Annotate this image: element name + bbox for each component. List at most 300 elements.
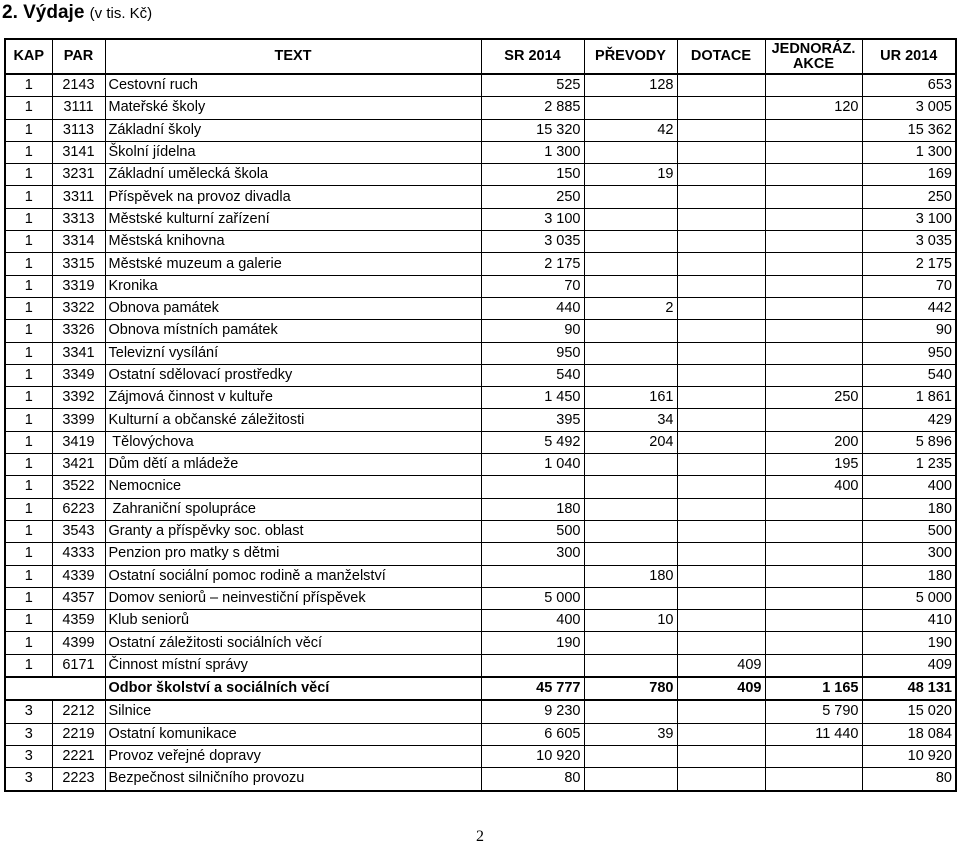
cell-par: 3392 [52, 387, 105, 409]
cell-ur-2014: 5 896 [862, 431, 956, 453]
section-title: 2. Výdaje [2, 2, 85, 23]
cell-ur-2014: 70 [862, 275, 956, 297]
cell-dotace [677, 253, 765, 275]
cell-kap: 3 [5, 723, 52, 745]
cell-jednoraz-akce [765, 186, 862, 208]
cell-sr-2014: 80 [481, 768, 584, 791]
cell-dotace [677, 498, 765, 520]
total-sr-2014: 45 777 [481, 677, 584, 700]
cell-ur-2014: 10 920 [862, 745, 956, 767]
cell-text: Městská knihovna [105, 231, 481, 253]
cell-sr-2014: 10 920 [481, 745, 584, 767]
table-row [5, 97, 956, 119]
cell-jednoraz-akce: 200 [765, 431, 862, 453]
table-row [5, 231, 956, 253]
cell-par: 3314 [52, 231, 105, 253]
table-row [5, 342, 956, 364]
cell-ur-2014: 180 [862, 565, 956, 587]
cell-prevody: 204 [584, 431, 677, 453]
total-row [5, 677, 956, 700]
table-row [5, 543, 956, 565]
cell-kap: 1 [5, 186, 52, 208]
cell-kap: 1 [5, 520, 52, 542]
cell-ur-2014: 409 [862, 654, 956, 677]
cell-jednoraz-akce: 11 440 [765, 723, 862, 745]
table-row [5, 700, 956, 723]
cell-text: Domov seniorů – neinvestiční příspěvek [105, 587, 481, 609]
cell-ur-2014: 2 175 [862, 253, 956, 275]
table-row [5, 275, 956, 297]
cell-par: 3322 [52, 297, 105, 319]
cell-ur-2014: 15 020 [862, 700, 956, 723]
cell-kap: 1 [5, 476, 52, 498]
cell-dotace [677, 723, 765, 745]
cell-prevody [584, 97, 677, 119]
cell-ur-2014: 540 [862, 364, 956, 386]
cell-par: 3543 [52, 520, 105, 542]
cell-par: 3231 [52, 164, 105, 186]
cell-prevody: 42 [584, 119, 677, 141]
cell-sr-2014: 6 605 [481, 723, 584, 745]
table-row [5, 387, 956, 409]
cell-jednoraz-akce [765, 119, 862, 141]
cell-ur-2014: 80 [862, 768, 956, 791]
cell-par: 3421 [52, 454, 105, 476]
cell-par: 3419 [52, 431, 105, 453]
cell-jednoraz-akce [765, 654, 862, 677]
table-row [5, 74, 956, 97]
cell-par: 2143 [52, 74, 105, 97]
cell-prevody [584, 320, 677, 342]
cell-dotace [677, 700, 765, 723]
table-row [5, 768, 956, 791]
cell-par: 2223 [52, 768, 105, 791]
cell-ur-2014: 5 000 [862, 587, 956, 609]
cell-text: Ostatní sdělovací prostředky [105, 364, 481, 386]
table-row [5, 297, 956, 319]
cell-jednoraz-akce: 5 790 [765, 700, 862, 723]
cell-kap: 3 [5, 768, 52, 791]
cell-kap: 1 [5, 387, 52, 409]
cell-dotace [677, 119, 765, 141]
cell-par: 3341 [52, 342, 105, 364]
cell-sr-2014: 1 450 [481, 387, 584, 409]
cell-jednoraz-akce [765, 275, 862, 297]
total-ur-2014: 48 131 [862, 677, 956, 700]
cell-kap: 1 [5, 454, 52, 476]
cell-prevody: 2 [584, 297, 677, 319]
cell-prevody [584, 186, 677, 208]
cell-jednoraz-akce [765, 141, 862, 163]
cell-text: Obnova památek [105, 297, 481, 319]
cell-text: Mateřské školy [105, 97, 481, 119]
cell-par: 3326 [52, 320, 105, 342]
cell-prevody [584, 632, 677, 654]
cell-kap: 1 [5, 119, 52, 141]
cell-text: Zahraniční spolupráce [105, 498, 481, 520]
section-heading [2, 1, 152, 26]
table-row [5, 610, 956, 632]
cell-dotace [677, 454, 765, 476]
cell-kap: 1 [5, 74, 52, 97]
total-dotace: 409 [677, 677, 765, 700]
table-body [5, 74, 956, 791]
cell-text: Základní školy [105, 119, 481, 141]
cell-dotace [677, 231, 765, 253]
cell-dotace [677, 610, 765, 632]
cell-text: Silnice [105, 700, 481, 723]
cell-prevody [584, 253, 677, 275]
cell-sr-2014: 1 300 [481, 141, 584, 163]
cell-prevody [584, 768, 677, 791]
cell-ur-2014: 18 084 [862, 723, 956, 745]
total-jednoraz-akce: 1 165 [765, 677, 862, 700]
cell-par: 3111 [52, 97, 105, 119]
cell-jednoraz-akce [765, 768, 862, 791]
cell-ur-2014: 250 [862, 186, 956, 208]
cell-dotace [677, 409, 765, 431]
cell-dotace [677, 476, 765, 498]
cell-prevody [584, 498, 677, 520]
cell-par: 2221 [52, 745, 105, 767]
cell-ur-2014: 1 235 [862, 454, 956, 476]
page-number: 2 [476, 828, 484, 845]
cell-dotace [677, 565, 765, 587]
cell-prevody [584, 587, 677, 609]
cell-sr-2014: 2 175 [481, 253, 584, 275]
cell-dotace [677, 297, 765, 319]
cell-dotace [677, 186, 765, 208]
table-header-row [5, 39, 956, 74]
cell-sr-2014: 15 320 [481, 119, 584, 141]
cell-ur-2014: 500 [862, 520, 956, 542]
cell-par: 4399 [52, 632, 105, 654]
cell-kap: 1 [5, 164, 52, 186]
cell-prevody [584, 141, 677, 163]
cell-sr-2014: 5 000 [481, 587, 584, 609]
cell-ur-2014: 15 362 [862, 119, 956, 141]
table-row [5, 498, 956, 520]
table-row [5, 409, 956, 431]
cell-kap: 1 [5, 275, 52, 297]
cell-jednoraz-akce [765, 208, 862, 230]
cell-kap: 1 [5, 231, 52, 253]
cell-dotace [677, 632, 765, 654]
cell-ur-2014: 950 [862, 342, 956, 364]
cell-ur-2014: 169 [862, 164, 956, 186]
cell-ur-2014: 90 [862, 320, 956, 342]
cell-dotace [677, 768, 765, 791]
cell-kap: 1 [5, 498, 52, 520]
header-text: TEXT [105, 39, 481, 74]
cell-dotace [677, 543, 765, 565]
cell-par: 6171 [52, 654, 105, 677]
cell-prevody: 180 [584, 565, 677, 587]
header-dotace: DOTACE [677, 39, 765, 74]
header-jednoraz-line2: AKCE [792, 55, 835, 72]
cell-jednoraz-akce [765, 74, 862, 97]
cell-ur-2014: 1 300 [862, 141, 956, 163]
cell-sr-2014: 180 [481, 498, 584, 520]
cell-kap: 1 [5, 543, 52, 565]
cell-dotace [677, 208, 765, 230]
cell-kap: 1 [5, 587, 52, 609]
cell-jednoraz-akce [765, 745, 862, 767]
cell-dotace [677, 141, 765, 163]
cell-ur-2014: 400 [862, 476, 956, 498]
cell-sr-2014 [481, 654, 584, 677]
cell-sr-2014: 9 230 [481, 700, 584, 723]
cell-text: Dům dětí a mládeže [105, 454, 481, 476]
cell-kap: 1 [5, 342, 52, 364]
table-row [5, 320, 956, 342]
cell-prevody: 39 [584, 723, 677, 745]
header-ur-2014: UR 2014 [862, 39, 956, 74]
cell-text: Základní umělecká škola [105, 164, 481, 186]
table-row [5, 364, 956, 386]
cell-text: Granty a příspěvky soc. oblast [105, 520, 481, 542]
cell-par: 4357 [52, 587, 105, 609]
cell-par: 3522 [52, 476, 105, 498]
cell-dotace [677, 587, 765, 609]
cell-sr-2014: 3 100 [481, 208, 584, 230]
cell-kap: 1 [5, 320, 52, 342]
cell-dotace [677, 387, 765, 409]
cell-prevody [584, 364, 677, 386]
cell-par: 4339 [52, 565, 105, 587]
header-kap: KAP [5, 39, 52, 74]
cell-prevody [584, 342, 677, 364]
cell-text: Klub seniorů [105, 610, 481, 632]
total-label: Odbor školství a sociálních věcí [105, 677, 481, 700]
cell-sr-2014: 1 040 [481, 454, 584, 476]
cell-par: 3399 [52, 409, 105, 431]
cell-text: Penzion pro matky s dětmi [105, 543, 481, 565]
cell-sr-2014: 70 [481, 275, 584, 297]
cell-ur-2014: 653 [862, 74, 956, 97]
cell-sr-2014: 150 [481, 164, 584, 186]
cell-prevody [584, 700, 677, 723]
cell-text: Kulturní a občanské záležitosti [105, 409, 481, 431]
cell-text: Zájmová činnost v kultuře [105, 387, 481, 409]
cell-text: Příspěvek na provoz divadla [105, 186, 481, 208]
cell-ur-2014: 300 [862, 543, 956, 565]
cell-kap: 1 [5, 632, 52, 654]
cell-prevody [584, 275, 677, 297]
cell-prevody [584, 543, 677, 565]
cell-prevody [584, 654, 677, 677]
table-row [5, 431, 956, 453]
cell-kap: 3 [5, 745, 52, 767]
cell-prevody: 128 [584, 74, 677, 97]
cell-text: Městské kulturní zařízení [105, 208, 481, 230]
cell-sr-2014: 395 [481, 409, 584, 431]
cell-par: 3141 [52, 141, 105, 163]
cell-dotace [677, 74, 765, 97]
cell-jednoraz-akce: 120 [765, 97, 862, 119]
cell-par: 3311 [52, 186, 105, 208]
cell-dotace [677, 745, 765, 767]
cell-dotace [677, 320, 765, 342]
cell-par: 3315 [52, 253, 105, 275]
cell-kap: 1 [5, 610, 52, 632]
cell-ur-2014: 190 [862, 632, 956, 654]
cell-kap: 1 [5, 431, 52, 453]
cell-text: Školní jídelna [105, 141, 481, 163]
table-row [5, 454, 956, 476]
cell-prevody: 19 [584, 164, 677, 186]
cell-ur-2014: 410 [862, 610, 956, 632]
table-row [5, 723, 956, 745]
cell-sr-2014 [481, 565, 584, 587]
cell-jednoraz-akce [765, 231, 862, 253]
cell-sr-2014: 3 035 [481, 231, 584, 253]
cell-dotace [677, 275, 765, 297]
table-row [5, 253, 956, 275]
cell-dotace: 409 [677, 654, 765, 677]
cell-ur-2014: 3 035 [862, 231, 956, 253]
cell-jednoraz-akce [765, 498, 862, 520]
cell-text: Obnova místních památek [105, 320, 481, 342]
table-row [5, 654, 956, 677]
cell-jednoraz-akce: 400 [765, 476, 862, 498]
section-unit-note: (v tis. Kč) [89, 5, 153, 22]
cell-prevody [584, 208, 677, 230]
cell-sr-2014: 190 [481, 632, 584, 654]
cell-prevody: 161 [584, 387, 677, 409]
cell-kap: 1 [5, 565, 52, 587]
cell-par: 3319 [52, 275, 105, 297]
header-jednoraz-line1: JEDNORÁZ. [771, 40, 856, 57]
cell-text: Městské muzeum a galerie [105, 253, 481, 275]
cell-prevody: 10 [584, 610, 677, 632]
cell-prevody [584, 745, 677, 767]
cell-prevody [584, 454, 677, 476]
cell-jednoraz-akce [765, 253, 862, 275]
cell-ur-2014: 3 005 [862, 97, 956, 119]
cell-text: Činnost místní správy [105, 654, 481, 677]
cell-sr-2014: 5 492 [481, 431, 584, 453]
cell-jednoraz-akce [765, 342, 862, 364]
cell-par: 3349 [52, 364, 105, 386]
cell-jednoraz-akce [765, 164, 862, 186]
table-row [5, 186, 956, 208]
header-jednoraz-akce [765, 39, 862, 74]
table-row [5, 141, 956, 163]
cell-sr-2014: 950 [481, 342, 584, 364]
cell-ur-2014: 3 100 [862, 208, 956, 230]
cell-par: 2219 [52, 723, 105, 745]
table-row [5, 119, 956, 141]
cell-sr-2014: 250 [481, 186, 584, 208]
cell-dotace [677, 342, 765, 364]
cell-sr-2014: 2 885 [481, 97, 584, 119]
cell-prevody: 34 [584, 409, 677, 431]
cell-kap: 1 [5, 297, 52, 319]
header-sr-2014: SR 2014 [481, 39, 584, 74]
cell-kap: 1 [5, 208, 52, 230]
cell-jednoraz-akce [765, 320, 862, 342]
cell-sr-2014: 525 [481, 74, 584, 97]
cell-ur-2014: 429 [862, 409, 956, 431]
table-row [5, 565, 956, 587]
cell-kap: 1 [5, 409, 52, 431]
cell-text: Cestovní ruch [105, 74, 481, 97]
table-row [5, 520, 956, 542]
cell-par: 3313 [52, 208, 105, 230]
cell-dotace [677, 97, 765, 119]
cell-text: Bezpečnost silničního provozu [105, 768, 481, 791]
cell-jednoraz-akce [765, 565, 862, 587]
cell-dotace [677, 164, 765, 186]
cell-par: 4333 [52, 543, 105, 565]
table-row [5, 164, 956, 186]
cell-kap: 1 [5, 253, 52, 275]
cell-sr-2014: 540 [481, 364, 584, 386]
cell-text: Tělovýchova [105, 431, 481, 453]
cell-jednoraz-akce: 195 [765, 454, 862, 476]
cell-dotace [677, 520, 765, 542]
cell-prevody [584, 231, 677, 253]
cell-par: 2212 [52, 700, 105, 723]
cell-ur-2014: 442 [862, 297, 956, 319]
cell-sr-2014: 500 [481, 520, 584, 542]
cell-jednoraz-akce [765, 610, 862, 632]
table-row [5, 587, 956, 609]
cell-sr-2014: 400 [481, 610, 584, 632]
cell-jednoraz-akce [765, 520, 862, 542]
cell-text: Ostatní záležitosti sociálních věcí [105, 632, 481, 654]
cell-jednoraz-akce [765, 409, 862, 431]
cell-jednoraz-akce: 250 [765, 387, 862, 409]
cell-text: Provoz veřejné dopravy [105, 745, 481, 767]
cell-prevody [584, 520, 677, 542]
cell-ur-2014: 180 [862, 498, 956, 520]
expenditure-table [4, 38, 957, 792]
total-prevody: 780 [584, 677, 677, 700]
cell-text: Ostatní komunikace [105, 723, 481, 745]
table-row [5, 476, 956, 498]
cell-jednoraz-akce [765, 543, 862, 565]
cell-sr-2014: 300 [481, 543, 584, 565]
total-blank-cell [5, 677, 105, 700]
cell-sr-2014: 90 [481, 320, 584, 342]
cell-par: 6223 [52, 498, 105, 520]
cell-par: 4359 [52, 610, 105, 632]
cell-text: Nemocnice [105, 476, 481, 498]
cell-dotace [677, 364, 765, 386]
cell-text: Televizní vysílání [105, 342, 481, 364]
cell-ur-2014: 1 861 [862, 387, 956, 409]
cell-jednoraz-akce [765, 587, 862, 609]
cell-kap: 1 [5, 141, 52, 163]
cell-jednoraz-akce [765, 632, 862, 654]
cell-kap: 1 [5, 364, 52, 386]
header-prevody: PŘEVODY [584, 39, 677, 74]
cell-kap: 1 [5, 97, 52, 119]
cell-jednoraz-akce [765, 364, 862, 386]
cell-par: 3113 [52, 119, 105, 141]
header-par: PAR [52, 39, 105, 74]
table-row [5, 632, 956, 654]
cell-kap: 3 [5, 700, 52, 723]
cell-sr-2014: 440 [481, 297, 584, 319]
cell-prevody [584, 476, 677, 498]
cell-text: Kronika [105, 275, 481, 297]
cell-dotace [677, 431, 765, 453]
cell-kap: 1 [5, 654, 52, 677]
table-row [5, 745, 956, 767]
